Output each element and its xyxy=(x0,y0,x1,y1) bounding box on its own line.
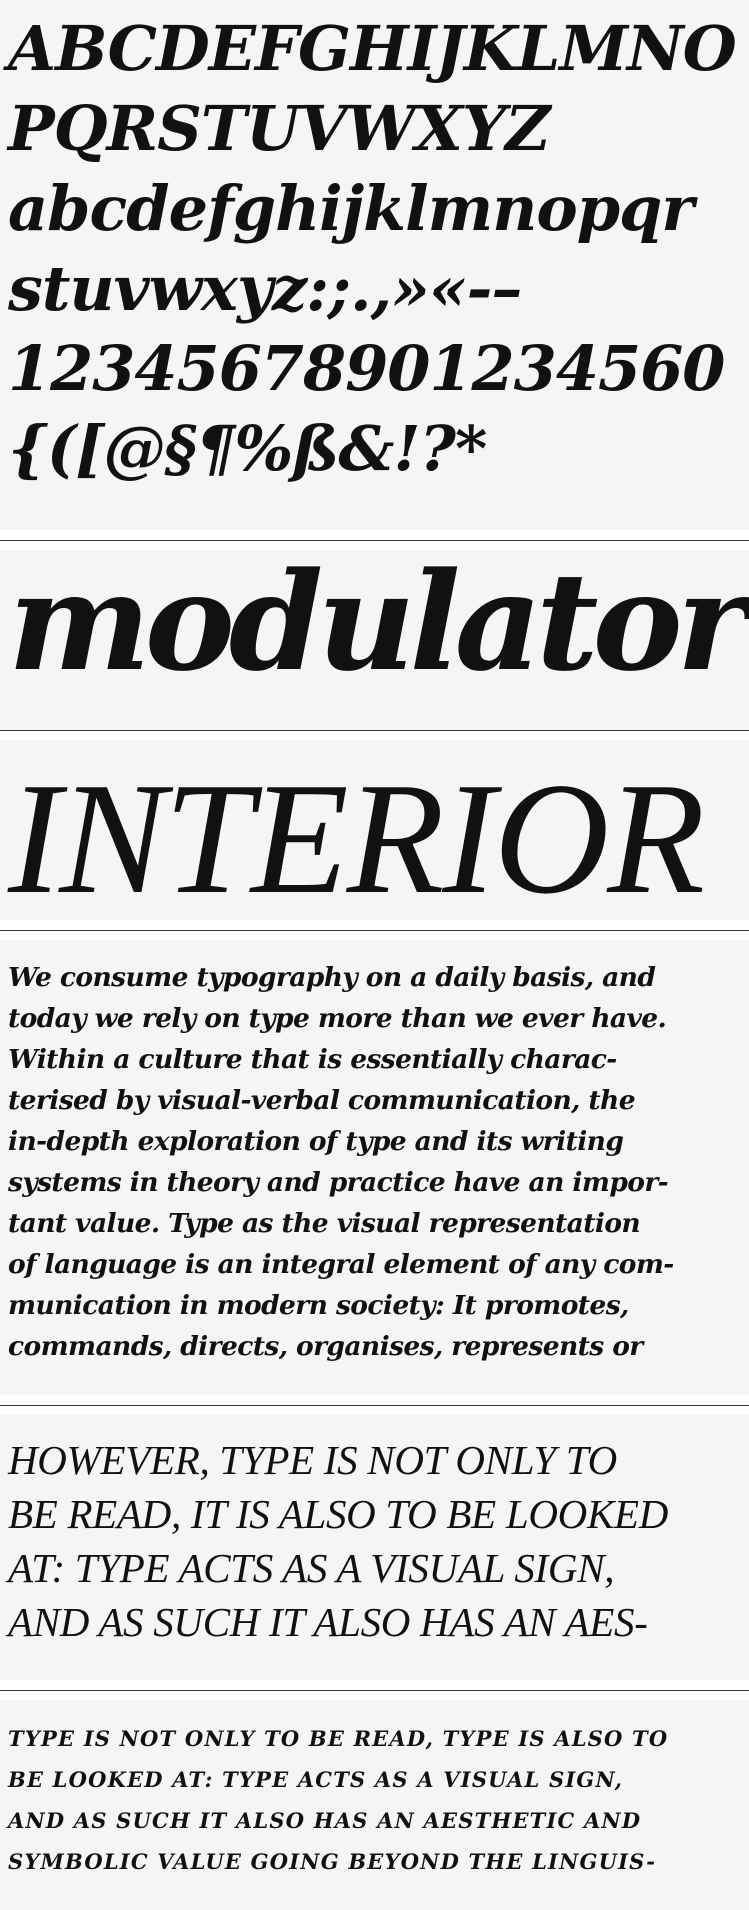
display-caps-panel xyxy=(0,740,749,920)
uppercase-line: HOWEVER, TYPE IS NOT ONLY TO xyxy=(8,1437,617,1483)
uppercase-line: AT: TYPE ACTS AS A VISUAL SIGN, xyxy=(8,1545,615,1591)
glyph-line-uppercase-2: PQRSTUVWXYZ xyxy=(8,92,550,165)
spaced-caps-line: AND AS SUCH IT ALSO HAS AN AESTHETIC AND xyxy=(8,1808,642,1833)
spaced-caps-line: SYMBOLIC VALUE GOING BEYOND THE LINGUIS- xyxy=(8,1849,657,1874)
glyph-line-lowercase-1: abcdefghijklmnopqr xyxy=(8,172,694,245)
paragraph-line: munication in modern society: It promotes, xyxy=(8,1290,629,1321)
uppercase-line: AND AS SUCH IT ALSO HAS AN AES- xyxy=(8,1599,648,1645)
glyph-set-panel xyxy=(0,0,749,530)
paragraph-panel xyxy=(0,940,749,1395)
paragraph-line: We consume typography on a daily basis, and xyxy=(8,962,656,993)
paragraph-line: tant value. Type as the visual representation xyxy=(8,1208,641,1239)
divider-2 xyxy=(0,730,749,731)
paragraph-line: systems in theory and practice have an impor- xyxy=(8,1167,669,1198)
divider-1 xyxy=(0,540,749,541)
paragraph-line: terised by visual-verbal communication, the xyxy=(8,1085,635,1116)
glyph-line-figures: 12345678901234560 xyxy=(8,332,725,405)
paragraph-line: Within a culture that is essentially charac- xyxy=(8,1044,617,1075)
spaced-caps-line: BE LOOKED AT: TYPE ACTS AS A VISUAL SIGN, xyxy=(8,1767,624,1792)
uppercase-line: BE READ, IT IS ALSO TO BE LOOKED xyxy=(8,1491,669,1537)
divider-5 xyxy=(0,1690,749,1691)
divider-4 xyxy=(0,1405,749,1406)
display-word: modulator xyxy=(8,550,742,701)
spaced-caps-panel xyxy=(0,1700,749,1910)
display-word-panel xyxy=(0,550,749,730)
paragraph-line: today we rely on type more than we ever have. xyxy=(8,1003,667,1034)
display-caps: INTERIOR xyxy=(8,749,704,920)
glyph-line-symbols: {([@§¶%ß&!?* xyxy=(8,412,487,485)
glyph-line-lowercase-2: stuvwxyz:;.,»«-– xyxy=(8,252,522,325)
spaced-caps-line: TYPE IS NOT ONLY TO BE READ, TYPE IS ALSO TO xyxy=(8,1726,669,1751)
glyph-line-uppercase-1: ABCDEFGHIJKLMNO xyxy=(8,12,736,85)
uppercase-paragraph-panel xyxy=(0,1415,749,1680)
paragraph-line: commands, directs, organises, represents or xyxy=(8,1331,643,1362)
paragraph-line: of language is an integral element of any com- xyxy=(8,1249,674,1280)
paragraph-line: in-depth exploration of type and its writing xyxy=(8,1126,624,1157)
divider-3 xyxy=(0,930,749,931)
